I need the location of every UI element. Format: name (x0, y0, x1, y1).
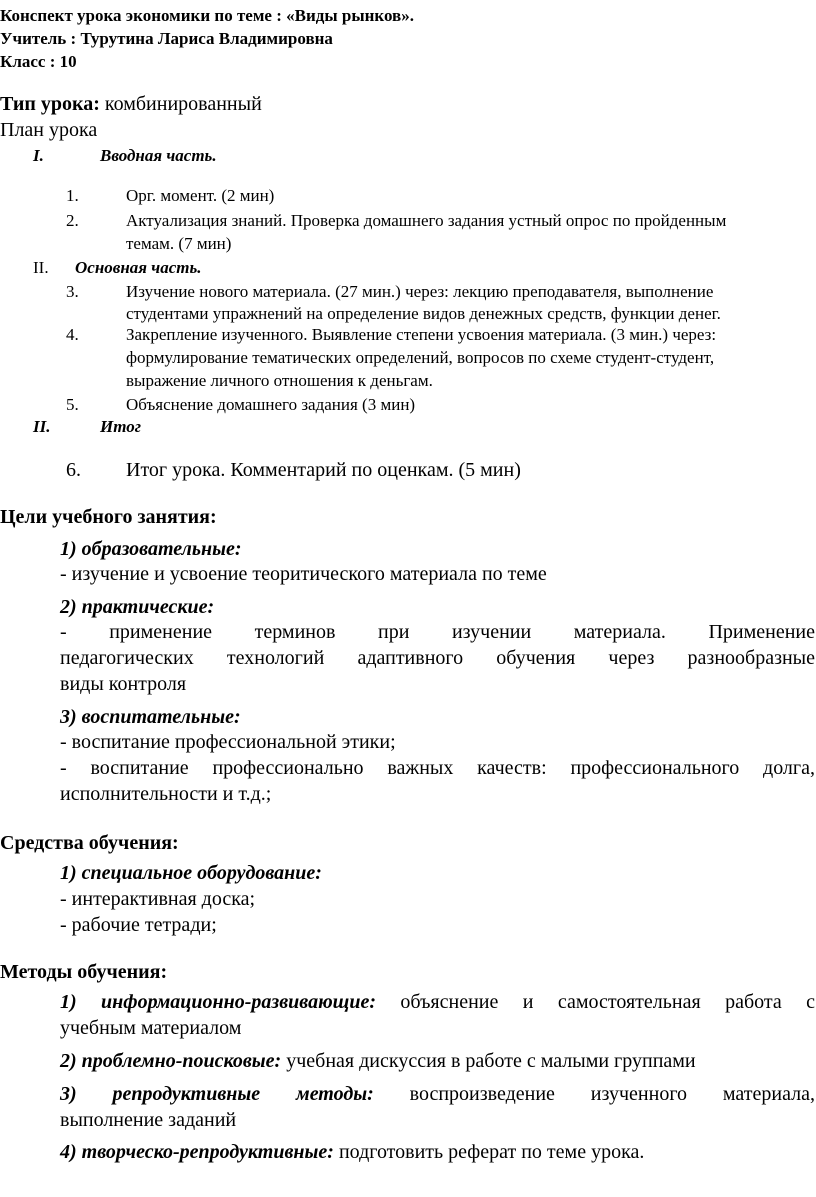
section-num: II. (33, 258, 49, 277)
plan-item-num: 4. (66, 325, 79, 344)
plan-item-text: Изучение нового материала. (27 мин.) через: лекцию преподавателя, выполнение (126, 282, 714, 301)
method-text: воспроизведение изученного материала, (373, 1083, 815, 1105)
method-title: 4) творческо-репродуктивные: (60, 1141, 334, 1163)
method-title: 3) репродуктивные методы: (60, 1083, 374, 1105)
method-line (60, 991, 815, 1014)
section-num: I. (33, 146, 44, 165)
plan-item-text: выражение личного отношения к деньгам. (126, 371, 433, 390)
plan-item-text: Итог урока. Комментарий по оценкам. (5 мин) (126, 459, 521, 481)
method-line (60, 1083, 815, 1106)
plan-item-text: формулирование тематических определений, вопросов по схеме студент-студент, (126, 348, 715, 367)
plan-title: План урока (0, 119, 98, 141)
goal-text: - воспитание профессиональной этики; (60, 731, 396, 753)
goal-title: 1) образовательные: (60, 538, 242, 560)
plan-item-text: Закрепление изученного. Выявление степени усвоения материала. (3 мин.) через: (126, 325, 717, 344)
grade-line: Класс : 10 (0, 52, 77, 71)
doc-title: Конспект урока экономики по теме : «Виды рынков». (0, 6, 414, 25)
goal-text: - изучение и усвоение теоритического материала по теме (60, 563, 547, 585)
lesson-type (0, 93, 262, 116)
section-title: Итог (100, 417, 141, 436)
lesson-type-label: Тип урока: (0, 93, 100, 115)
plan-item-text: Актуализация знаний. Проверка домашнего задания устный опрос по пройденным (126, 211, 727, 230)
method-line (60, 1050, 696, 1073)
means-item: - интерактивная доска; (60, 888, 256, 910)
goal-text: виды контроля (60, 673, 187, 695)
teacher-line: Учитель : Турутина Лариса Владимировна (0, 29, 333, 48)
goal-title: 2) практические: (60, 596, 215, 618)
method-text: подготовить реферат по теме урока. (333, 1141, 645, 1163)
plan-item-num: 3. (66, 282, 79, 301)
method-text: выполнение заданий (60, 1109, 237, 1131)
means-item: - рабочие тетради; (60, 914, 217, 936)
plan-item-num: 5. (66, 395, 79, 414)
goal-text: - применение терминов при изучении материала. Применение (60, 621, 815, 643)
method-line (60, 1141, 644, 1164)
plan-item-num: 6. (66, 459, 81, 481)
method-text: учебная дискуссия в работе с малыми группами (281, 1050, 696, 1072)
section-title: Вводная часть. (100, 146, 217, 165)
method-title: 1) информационно-развивающие: (60, 991, 376, 1013)
plan-item-num: 1. (66, 186, 79, 205)
means-title: 1) специальное оборудование: (60, 862, 322, 884)
plan-item-text: темам. (7 мин) (126, 234, 232, 253)
goal-text: исполнительности и т.д.; (60, 783, 272, 805)
section-title: Основная часть. (75, 258, 202, 277)
plan-item-text: Объяснение домашнего задания (3 мин) (126, 395, 416, 414)
plan-item-num: 2. (66, 211, 79, 230)
goal-text: - воспитание профессионально важных качеств: профессионального долга, (60, 757, 815, 779)
goal-title: 3) воспитательные: (60, 706, 241, 728)
methods-heading: Методы обучения: (0, 961, 168, 983)
goal-text: педагогических технологий адаптивного обучения через разнообразные (60, 647, 815, 669)
method-text: объяснение и самостоятельная работа с (376, 991, 815, 1013)
plan-item-text: Орг. момент. (2 мин) (126, 186, 275, 205)
lesson-type-value: комбинированный (99, 93, 262, 115)
goals-heading: Цели учебного занятия: (0, 506, 217, 528)
section-num: II. (33, 417, 51, 436)
means-heading: Средства обучения: (0, 832, 179, 854)
plan-item-text: студентами упражнений на определение видов денежных средств, функции денег. (126, 304, 721, 323)
method-title: 2) проблемно-поисковые: (60, 1050, 282, 1072)
method-text: учебным материалом (60, 1017, 242, 1039)
